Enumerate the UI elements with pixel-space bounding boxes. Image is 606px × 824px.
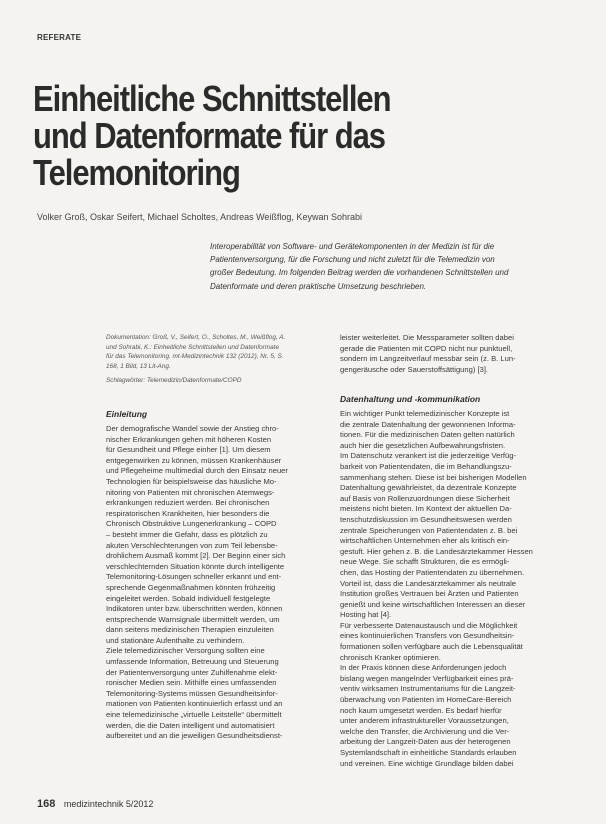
text-line: respiratorischen Krankheiten, hier besonders die: [106, 508, 270, 518]
text-line: Systemlandschaft in einheitliche Standards erlauben: [340, 748, 517, 757]
text-line: welche den Transfer, die Archivierung und die Ver-: [340, 726, 510, 736]
page-footer: [37, 798, 153, 810]
text-line: formationen sollen verfügbare auch die Lebensqualität: [340, 642, 523, 652]
text-line: sammenhang stehen. Diese ist bei bisherigen Modellen: [340, 472, 527, 482]
citation-block: [106, 333, 332, 371]
text-line: Telemonitoring-Lösungen schneller erkannt und ent-: [106, 572, 282, 582]
left-column-text: [106, 424, 330, 742]
citation-line: 168, 1 Bild, 13 Lit-Ang.: [106, 362, 171, 370]
text-line: barkeit von Patientendaten, die im Behandlungszu-: [340, 461, 512, 471]
text-line: chen, das Hosting der Patientendaten zu übernehmen.: [340, 567, 525, 577]
text-line: auch hier die gesetzlichen Aufbewahrungsfristen.: [340, 440, 506, 450]
text-line: entsprechende Warnsignale übermittelt werden, um: [106, 614, 280, 624]
text-line: tenschutzdiskussion im Gesundheitswesen werden: [340, 514, 512, 524]
author-list: Volker Groß, Oskar Seifert, Michael Scholtes, Andreas Weißflog, Keywan Sohrabi: [37, 212, 362, 222]
intro-line: Patientenversorgung, für die Forschung und nicht zuletzt für die Telemedizin von: [210, 255, 495, 265]
text-line: die zentrale Datenhaltung der gewonnenen Informa-: [340, 419, 516, 429]
text-line: aufbereitet und an die jeweiligen Gesundheitsdienst-: [106, 731, 283, 741]
text-line: überwachung von Patienten im HomeCare-Bereich: [340, 695, 512, 705]
text-line: Institution großes Vertrauen bei Ärzten und Patienten: [340, 589, 519, 599]
text-line: gestuft. Hier gehen z. B. die Landesärztekammer Hessen: [340, 546, 533, 556]
text-line: eine telemedizinische „virtuelle Leitstelle“ übermittelt: [106, 710, 282, 720]
text-line: – besteht immer die Gefahr, dass es plötzlich zu: [106, 529, 268, 539]
text-line: Ein wichtiger Punkt telemedizinischer Konzepte ist: [340, 409, 510, 418]
text-line: Im Datenschutz verankert ist die jederzeitige Verfüg-: [340, 451, 517, 461]
text-line: ventiv wirksamen Instrumentariums für die Langzeit-: [340, 684, 516, 694]
text-line: für Gesundheit und Pflege einher [1]. Um diesem: [106, 445, 271, 455]
text-line: Datenhaltung gewährleistet, da dezentrale Konzepte: [340, 483, 517, 493]
text-line: entgegenwirken zu können, müssen Krankenhäuser: [106, 455, 282, 465]
text-line: neue Wege. Sie schafft Strukturen, die es ermögli-: [340, 557, 510, 567]
text-line: Vorteil ist, dass die Landesärztekammer als neutrale: [340, 578, 517, 588]
text-line: und Pflegeheime multimedial durch den Einsatz neuer: [106, 466, 288, 476]
intro-line: Datenformate und deren praktische Umsetzung beschrieben.: [210, 281, 427, 291]
citation-line: für das Telemonitoring. mt-Medizintechnik 132 (2012), Nr. 5, S.: [106, 353, 284, 361]
text-line: auf Basis von Rollenzuordnungen diese Sicherheit: [340, 493, 510, 503]
title-line: und Datenformate für das: [33, 115, 385, 156]
text-line: bislang wegen mangelnder Verfügbarkeit eines prä-: [340, 673, 514, 683]
text-line: Chronisch Obstruktive Lungenerkrankung – COPD: [106, 519, 277, 529]
intro-line: großer Bedeutung. Im folgenden Beitrag werden die vorhandenen Schnittstellen und: [210, 268, 509, 278]
section-heading-einleitung: Einleitung: [106, 409, 148, 419]
text-line: und stationäre Aufenthalte zu verhindern.: [106, 635, 245, 645]
text-line: genießt und keine wirtschaftlichen Interessen an dieser: [340, 599, 526, 609]
text-line: und vereinen. Eine wichtige Grundlage bilden dabei: [340, 758, 514, 768]
text-line: umfassende Information, Betreuung und Steuerung: [106, 657, 279, 667]
text-line: Technologien für beispielsweise das häusliche Mo-: [106, 476, 277, 486]
text-line: verschlechternden Situation könnte durch intelligente: [106, 561, 285, 571]
text-line: eines kontinuierlichen Transfers von Gesundheitsin-: [340, 631, 515, 641]
citation-line: Dokumentation: Groß, V., Seifert, O., Scholtes, M., Weißflog, A.: [106, 334, 286, 341]
text-line: noch kaum umgesetzt werden. Es bedarf hierfür: [340, 705, 502, 715]
text-line: unter anderem infrastruktureller Voraussetzungen,: [340, 716, 509, 726]
text-line: Telemonitoring-Systems müssen Gesundheitsinfor-: [106, 688, 278, 698]
text-line: drohlichem Ausmaß kommt [2]. Der Beginn einer sich: [106, 551, 286, 561]
text-line: Ziele telemedizinischer Versorgung sollten eine: [106, 646, 265, 656]
text-line: erkrankungen reduziert werden. Bei chronischen: [106, 498, 270, 508]
section-tag: REFERATE: [37, 33, 82, 42]
text-line: In der Praxis können diese Anforderungen jedoch: [340, 663, 507, 673]
section-heading-datenhaltung: Datenhaltung und -kommunikation: [340, 394, 481, 404]
intro-line: Interoperabilität von Software- und Gerätekomponenten in der Medizin ist für die: [210, 242, 495, 251]
text-line: Für verbesserte Datenaustausch und die Möglichkeit: [340, 620, 518, 630]
intro-abstract: [210, 240, 560, 293]
text-line: der Patientenversorgung unter Zuhilfenahme elekt-: [106, 667, 278, 677]
text-line: chronisch Kranker optimieren.: [340, 652, 441, 662]
text-line: Hosting hat [4].: [340, 610, 392, 620]
text-line: arbeitung der Langzeit-Daten aus der heterogenen: [340, 737, 511, 747]
text-line: nitoring von Patienten mit chronischen Atemwegs-: [106, 487, 275, 497]
text-line: Der demografische Wandel sowie der Anstieg chro-: [106, 424, 279, 433]
text-line: eingeleitet werden. Sobald individuell festgelegte: [106, 593, 271, 603]
title-line: Telemonitoring: [33, 152, 240, 193]
journal-issue: medizintechnik 5/2012: [63, 799, 154, 809]
text-line: akuten Verschlechterungen von zum Teil lebensbe-: [106, 540, 278, 550]
text-line: nischer Erkrankungen gehen mit höheren Kosten: [106, 434, 272, 444]
text-line: tionen. Für die medizinischen Daten gelten natürlich: [340, 430, 515, 440]
text-line: meistens nicht bieten. Im Kontext der aktuellen Da-: [340, 504, 512, 514]
text-line: dann seitens medizinischen Therapien einzuleiten: [106, 625, 274, 635]
article-title: [33, 80, 480, 191]
text-line: leister weiterleitet. Die Messparameter sollten dabei: [340, 333, 514, 342]
right-column-continuation: [340, 333, 566, 375]
text-line: wirtschaftlichen Unternehmen eher als kritisch ein-: [340, 536, 510, 546]
keywords-line: Schlagwörter: Telemedizin/Datenformate/COPD: [106, 377, 242, 384]
text-line: mationen von Patienten kontinuierlich erfasst und an: [106, 699, 283, 709]
citation-line: und Sohrabi, K.: Einheitliche Schnittstellen und Datenformate: [106, 343, 280, 351]
text-line: werden, die die Daten intelligent und automatisiert: [106, 720, 275, 730]
text-line: sprechende Gegenmaßnahmen könnten frühzeitig: [106, 582, 276, 592]
text-line: gengeräusche oder Sauerstoffsättigung) [3].: [340, 364, 489, 374]
text-line: sondern im Langzeitverlauf messbar sein (z. B. Lun-: [340, 354, 516, 364]
text-line: ronischer Medien sein. Mithilfe eines umfassenden: [106, 678, 277, 688]
right-column-text: [340, 409, 566, 769]
title-line: Einheitliche Schnittstellen: [33, 78, 391, 119]
text-line: Indikatoren unter bzw. überschritten werden, können: [106, 604, 283, 614]
page-number: 168: [37, 798, 56, 810]
text-line: gerade die Patienten mit COPD nicht nur punktuell,: [340, 343, 513, 353]
text-line: zentrale Speicherungen von Patientendaten z. B. bei: [340, 525, 518, 535]
